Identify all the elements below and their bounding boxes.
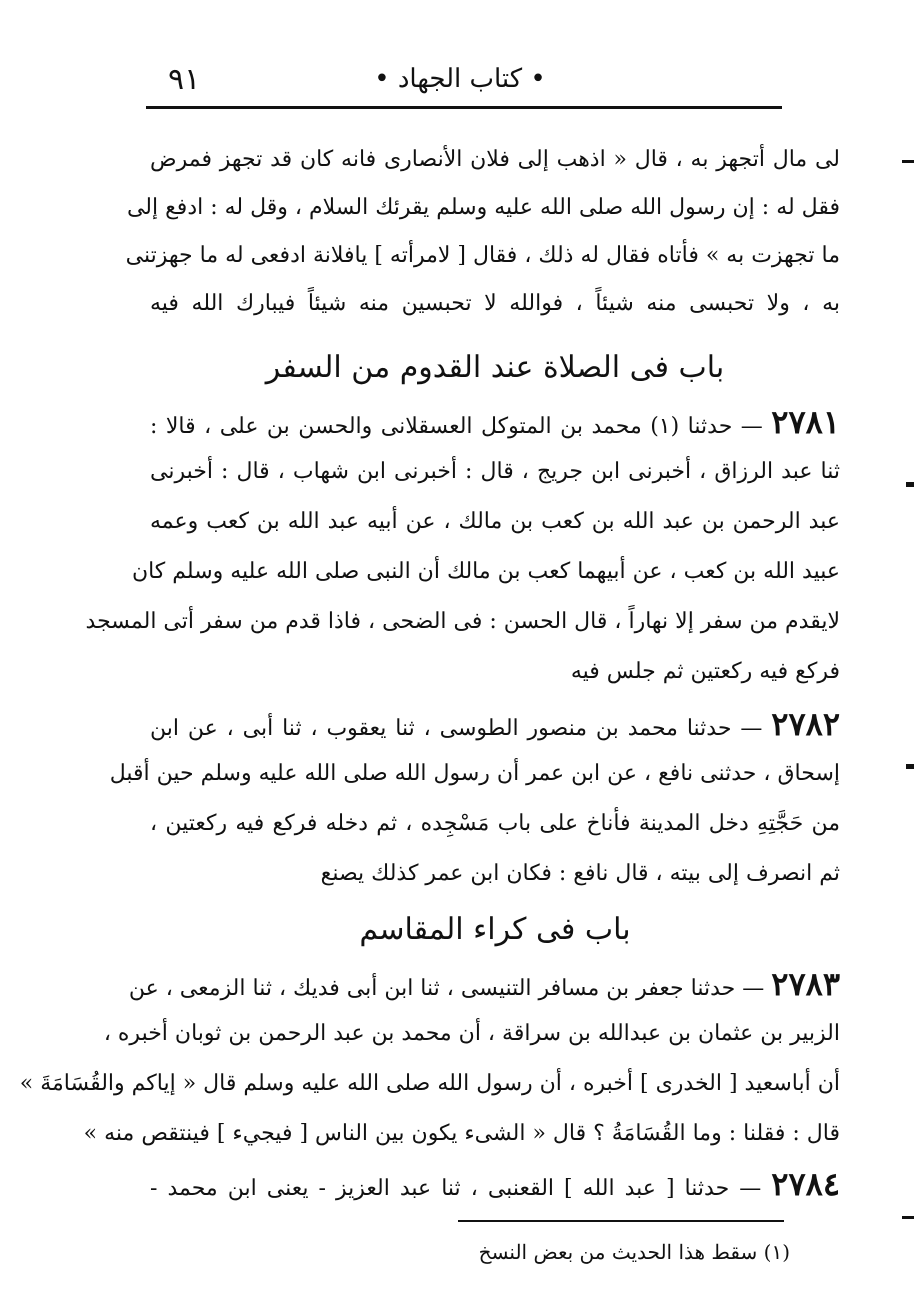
- hadith-first-line: [150, 402, 840, 442]
- scan-mark: [902, 1216, 914, 1219]
- text-line: لى مال أتجهز به ، قال « اذهب إلى فلان الأنصارى فانه كان قد تجهز فمرض: [150, 147, 840, 172]
- text-line: عبيد الله بن كعب ، عن أبيهما كعب بن مالك أن النبى صلى الله عليه وسلم كان: [131, 559, 840, 584]
- footnote-rule: [458, 1220, 784, 1222]
- text-line: من حَجَّتِهِ دخل المدينة فأناخ على باب مَسْجِده ، ثم دخله فركع فيه ركعتين ،: [150, 811, 840, 836]
- text-line: فركع فيه ركعتين ثم جلس فيه: [570, 659, 840, 684]
- text-line: به ، ولا تحبسى منه شيئاً ، فوالله لا تحبسين منه شيئاً فيبارك الله فيه: [150, 291, 840, 316]
- hadith-number: ٢٧٨٢: [771, 705, 840, 743]
- text-line: أن أباسعيد [ الخدرى ] أخبره ، أن رسول الله صلى الله عليه وسلم قال « إياكم والقُسَامَةَ »: [19, 1071, 840, 1096]
- text-line: قال : فقلنا : وما القُسَامَةُ ؟ قال « الشىء يكون بين الناس [ فيجيء ] فينتقص منه »: [83, 1121, 840, 1146]
- text-line: الزبير بن عثمان بن عبدالله بن سراقة ، أن محمد بن عبد الرحمن بن ثوبان أخبره ،: [103, 1021, 840, 1046]
- scan-mark: [906, 764, 914, 769]
- scan-mark: [906, 482, 914, 487]
- hadith-number: ٢٧٨٤: [771, 1165, 841, 1203]
- text-line: عبد الرحمن بن عبد الله بن كعب بن مالك ، عن أبيه عبد الله بن كعب وعمه: [150, 509, 840, 534]
- chapter-heading: باب فى كراء المقاسم: [359, 912, 631, 947]
- hadith-first-line: [150, 1164, 840, 1204]
- chapter-heading: باب فى الصلاة عند القدوم من السفر: [265, 350, 725, 385]
- page-number: ٩١: [168, 62, 201, 97]
- text-line: فقل له : إن رسول الله صلى الله عليه وسلم يقرئك السلام ، وقل له : ادفع إلى: [126, 195, 840, 220]
- hadith-text: — حدثنا محمد بن منصور الطوسى ، ثنا يعقوب ، ثنا أبى ، عن ابن: [150, 716, 763, 741]
- text-line: ثنا عبد الرزاق ، أخبرنى ابن جريج ، قال : أخبرنى ابن شهاب ، قال : أخبرنى: [150, 459, 840, 484]
- hadith-text: — حدثنا [ عبد الله ] القعنبى ، ثنا عبد العزيز - يعنى ابن محمد -: [150, 1176, 762, 1201]
- footnote: (١) سقط هذا الحديث من بعض النسخ: [478, 1240, 790, 1264]
- text-line: إسحاق ، حدثنى نافع ، عن ابن عمر أن رسول الله صلى الله عليه وسلم حين أقبل: [109, 761, 840, 786]
- scan-mark: [902, 160, 914, 163]
- hadith-text: — حدثنا (١) محمد بن المتوكل العسقلانى والحسن بن على ، قالا :: [150, 414, 763, 439]
- hadith-number: ٢٧٨١: [771, 403, 841, 441]
- text-line: ما تجهزت به » فأتاه فقال له ذلك ، فقال [ لامرأته ] يافلانة ادفعى له ما جهزتنى: [125, 243, 840, 268]
- hadith-number: ٢٧٨٣: [771, 965, 840, 1003]
- hadith-first-line: [128, 964, 840, 1004]
- text-line: لايقدم من سفر إلا نهاراً ، قال الحسن : فى الضحى ، فاذا قدم من سفر أتى المسجد: [85, 609, 840, 634]
- hadith-text: — حدثنا جعفر بن مسافر التنيسى ، ثنا ابن أبى فديك ، ثنا الزمعى ، عن: [128, 976, 765, 1001]
- header-rule: [146, 106, 782, 109]
- text-line: ثم انصرف إلى بيته ، قال نافع : فكان ابن عمر كذلك يصنع: [320, 861, 840, 886]
- hadith-first-line: [150, 704, 840, 744]
- running-title: • كتاب الجهاد •: [374, 64, 546, 94]
